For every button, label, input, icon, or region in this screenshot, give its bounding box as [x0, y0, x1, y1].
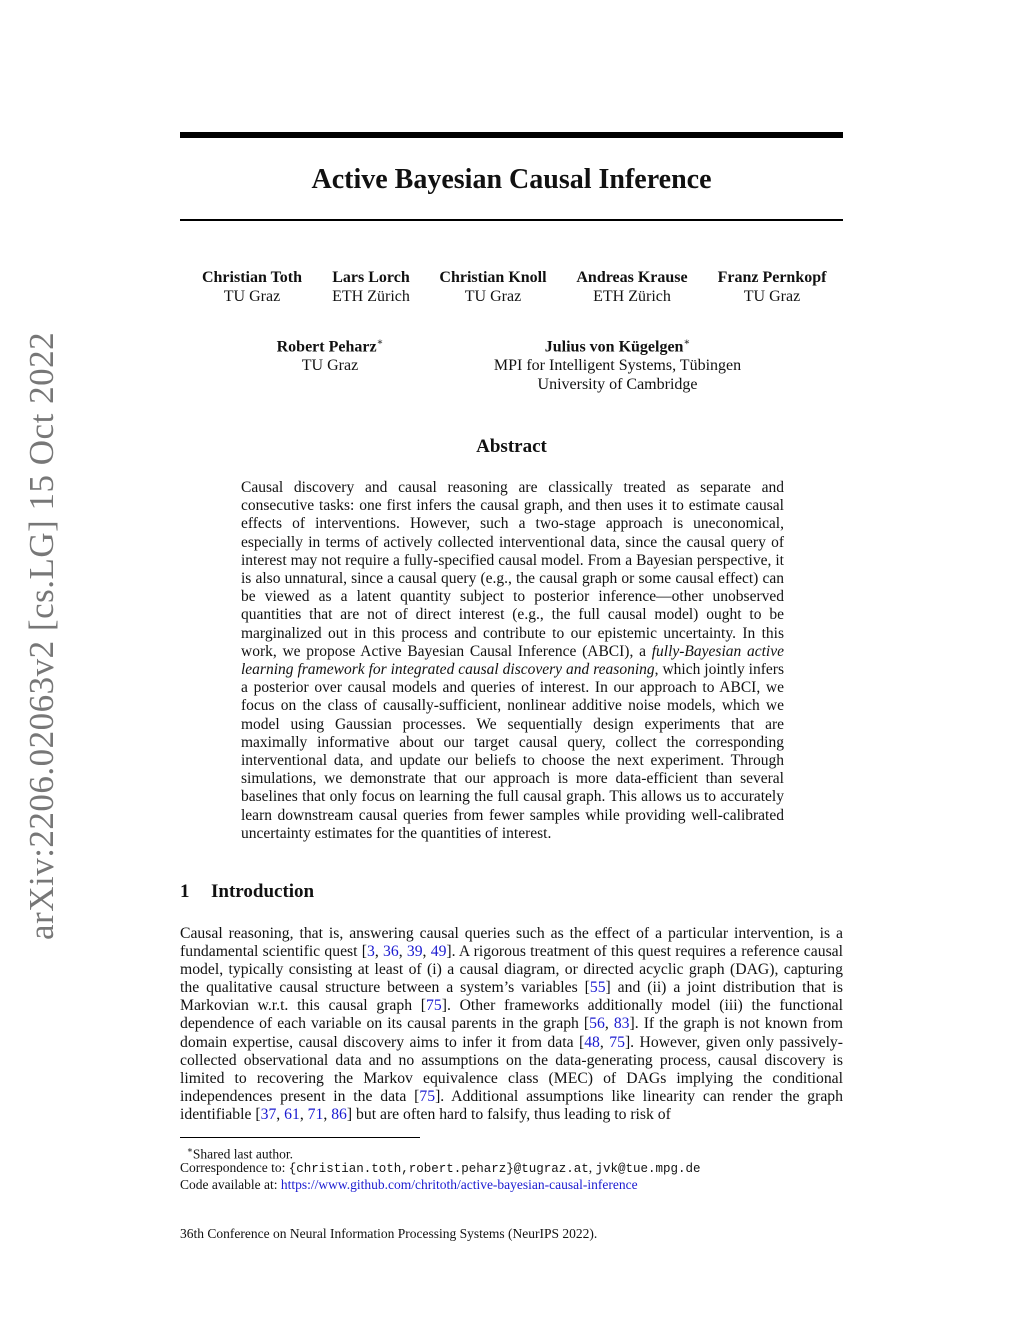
footnote-rule: [180, 1137, 420, 1138]
author-affiliation: ETH Zürich: [332, 288, 410, 305]
citation-link[interactable]: 61: [284, 1105, 300, 1123]
abstract-text: Causal discovery and causal reasoning are classically treated as separate and consecutive tasks: one first infers the causal graph, and then uses it to estimate causal effects of interventions. However, such a two-stage approach is uneconomical, especially in terms of actively collected interventional data, since the causal query of interest may not require a fully-specified causal model. From a Bayesian perspective, it is also unnatural, since a causal query (e.g., the causal graph or some causal effect) can be viewed as a latent quantity subject to posterior inference—other unobserved quantities that are not of direct interest (e.g., the full causal model) ought to be marginalized out in this process and contribute to our epistemic uncertainty. In this work, we propose Active Bayesian Causal Inference (ABCI), a fully-Bayesian active learning framework for integrated causal discovery and reasoning, which jointly infers a posterior over causal models and queries of interest. In our approach to ABCI, we focus on the class of causally-sufficient, nonlinear additive noise models, which we model using Gaussian processes. We sequentially design experiments that are maximally informative about our target causal query, collect the corresponding interventional data, and update our beliefs to choose the next experiment. Through simulations, we demonstrate that our approach is more data-efficient than several baselines that only focus on learning the full causal graph. This allows us to accurately learn downstream causal queries from fewer samples while providing well-calibrated uncertainty estimates for the quantities of interest.: [241, 479, 784, 842]
author-name: Franz Pernkopf: [717, 269, 827, 286]
arxiv-identifier: arXiv:2206.02063v2 [cs.LG] 15 Oct 2022: [22, 331, 61, 940]
citation-link[interactable]: 83: [613, 1015, 630, 1033]
author-name: Lars Lorch: [332, 269, 410, 286]
author-block: [710, 268, 834, 306]
author-affiliation: ETH Zürich: [593, 288, 671, 305]
conference-notice: 36th Conference on Neural Information Processing Systems (NeurIPS 2022).: [180, 1226, 598, 1241]
author-name: Christian Toth: [201, 269, 303, 286]
author-affiliation: MPI for Intelligent Systems, Tübingen: [493, 357, 742, 375]
citation-link[interactable]: 3: [366, 943, 375, 961]
author-affiliation: TU Graz: [464, 288, 522, 305]
citation-link[interactable]: 37: [260, 1105, 277, 1123]
citation-link[interactable]: 55: [589, 979, 606, 997]
citation-link[interactable]: 39: [406, 943, 423, 961]
intro-paragraph: Causal reasoning, that is, answering causal queries such as the effect of a particular intervention, is a fundamental scientific quest [3, 36, 39, 49]. A rigorous treatment of this quest requires a reference causal model, typically consisting at least of (i) a causal diagram, or directed acyclic graph (DAG), capturing the qualitative causal structure between a system’s variables [55] and (ii) a joint distribution that is Markovian w.r.t. this causal graph [75]. Other frameworks additionally model (iii) the functional dependence of each variable on its causal parents in the graph [56, 83]. If the graph is not known from domain expertise, causal discovery aims to infer it from data [48, 75]. However, given only passively-collected observational data and no assumptions on the data-generating process, causal discovery is limited to recovering the Markov equivalence class (MEC) of DAGs implying the conditional independences present in the data [75]. Additional assumptions like linearity can render the graph identifiable [37, 61, 71, 86] but are often hard to falsify, thus leading to risk of: [180, 925, 844, 1123]
author-name: Andreas Krause: [576, 269, 688, 286]
citation-link[interactable]: 75: [426, 997, 442, 1015]
citation-link[interactable]: 56: [589, 1015, 605, 1033]
footnote-code: Code available at: https://www.github.com/chritoth/active-bayesian-causal-inference: [180, 1177, 638, 1192]
author-affiliation: TU Graz: [301, 357, 359, 375]
citation-link[interactable]: 71: [307, 1105, 324, 1123]
author-block: [470, 333, 765, 394]
abstract-emphasis: fully-Bayesian active learning framework for integrated causal discovery and reasoning: [241, 642, 784, 679]
author-affiliation: TU Graz: [223, 288, 281, 305]
email-address[interactable]: {christian.toth,robert.peharz}@tugraz.at: [288, 1162, 589, 1176]
citation-link[interactable]: 48: [584, 1033, 600, 1051]
author-block: [432, 268, 554, 306]
section-title: Introduction: [211, 881, 315, 902]
citation-link[interactable]: 36: [383, 943, 399, 961]
citation-link[interactable]: 75: [419, 1087, 436, 1105]
author-name: Christian Knoll: [439, 269, 547, 286]
author-name: Julius von Kügelgen∗: [544, 337, 691, 356]
author-footnote-mark: ∗: [376, 337, 384, 348]
author-block: [260, 333, 400, 375]
section-heading: [180, 881, 843, 903]
author-footnote-mark: ∗: [683, 337, 691, 348]
title-rule-bottom: [180, 219, 843, 221]
author-block: [322, 268, 420, 306]
citation-link[interactable]: 49: [430, 943, 447, 961]
author-block: [568, 268, 696, 306]
footnote-shared: ∗Shared last author.: [186, 1145, 293, 1162]
author-name: Robert Peharz∗: [276, 337, 384, 356]
author-affiliation: TU Graz: [743, 288, 801, 305]
code-repository-link[interactable]: https://www.github.com/chritoth/active-bayesian-causal-inference: [280, 1177, 638, 1192]
author-affiliation: University of Cambridge: [537, 376, 698, 394]
section-number: 1: [180, 881, 190, 902]
citation-link[interactable]: 86: [331, 1105, 347, 1123]
paper-title: Active Bayesian Causal Inference: [311, 164, 712, 195]
abstract-heading: Abstract: [476, 436, 547, 457]
title-rule-top: [180, 132, 843, 138]
citation-link[interactable]: 75: [609, 1033, 625, 1051]
author-block: [196, 268, 308, 306]
footnote-mark: ∗: [186, 1145, 193, 1155]
footnote-correspondence: Correspondence to: {christian.toth,robert.peharz}@tugraz.at, jvk@tue.mpg.de: [180, 1160, 701, 1176]
email-address[interactable]: jvk@tue.mpg.de: [595, 1162, 701, 1176]
